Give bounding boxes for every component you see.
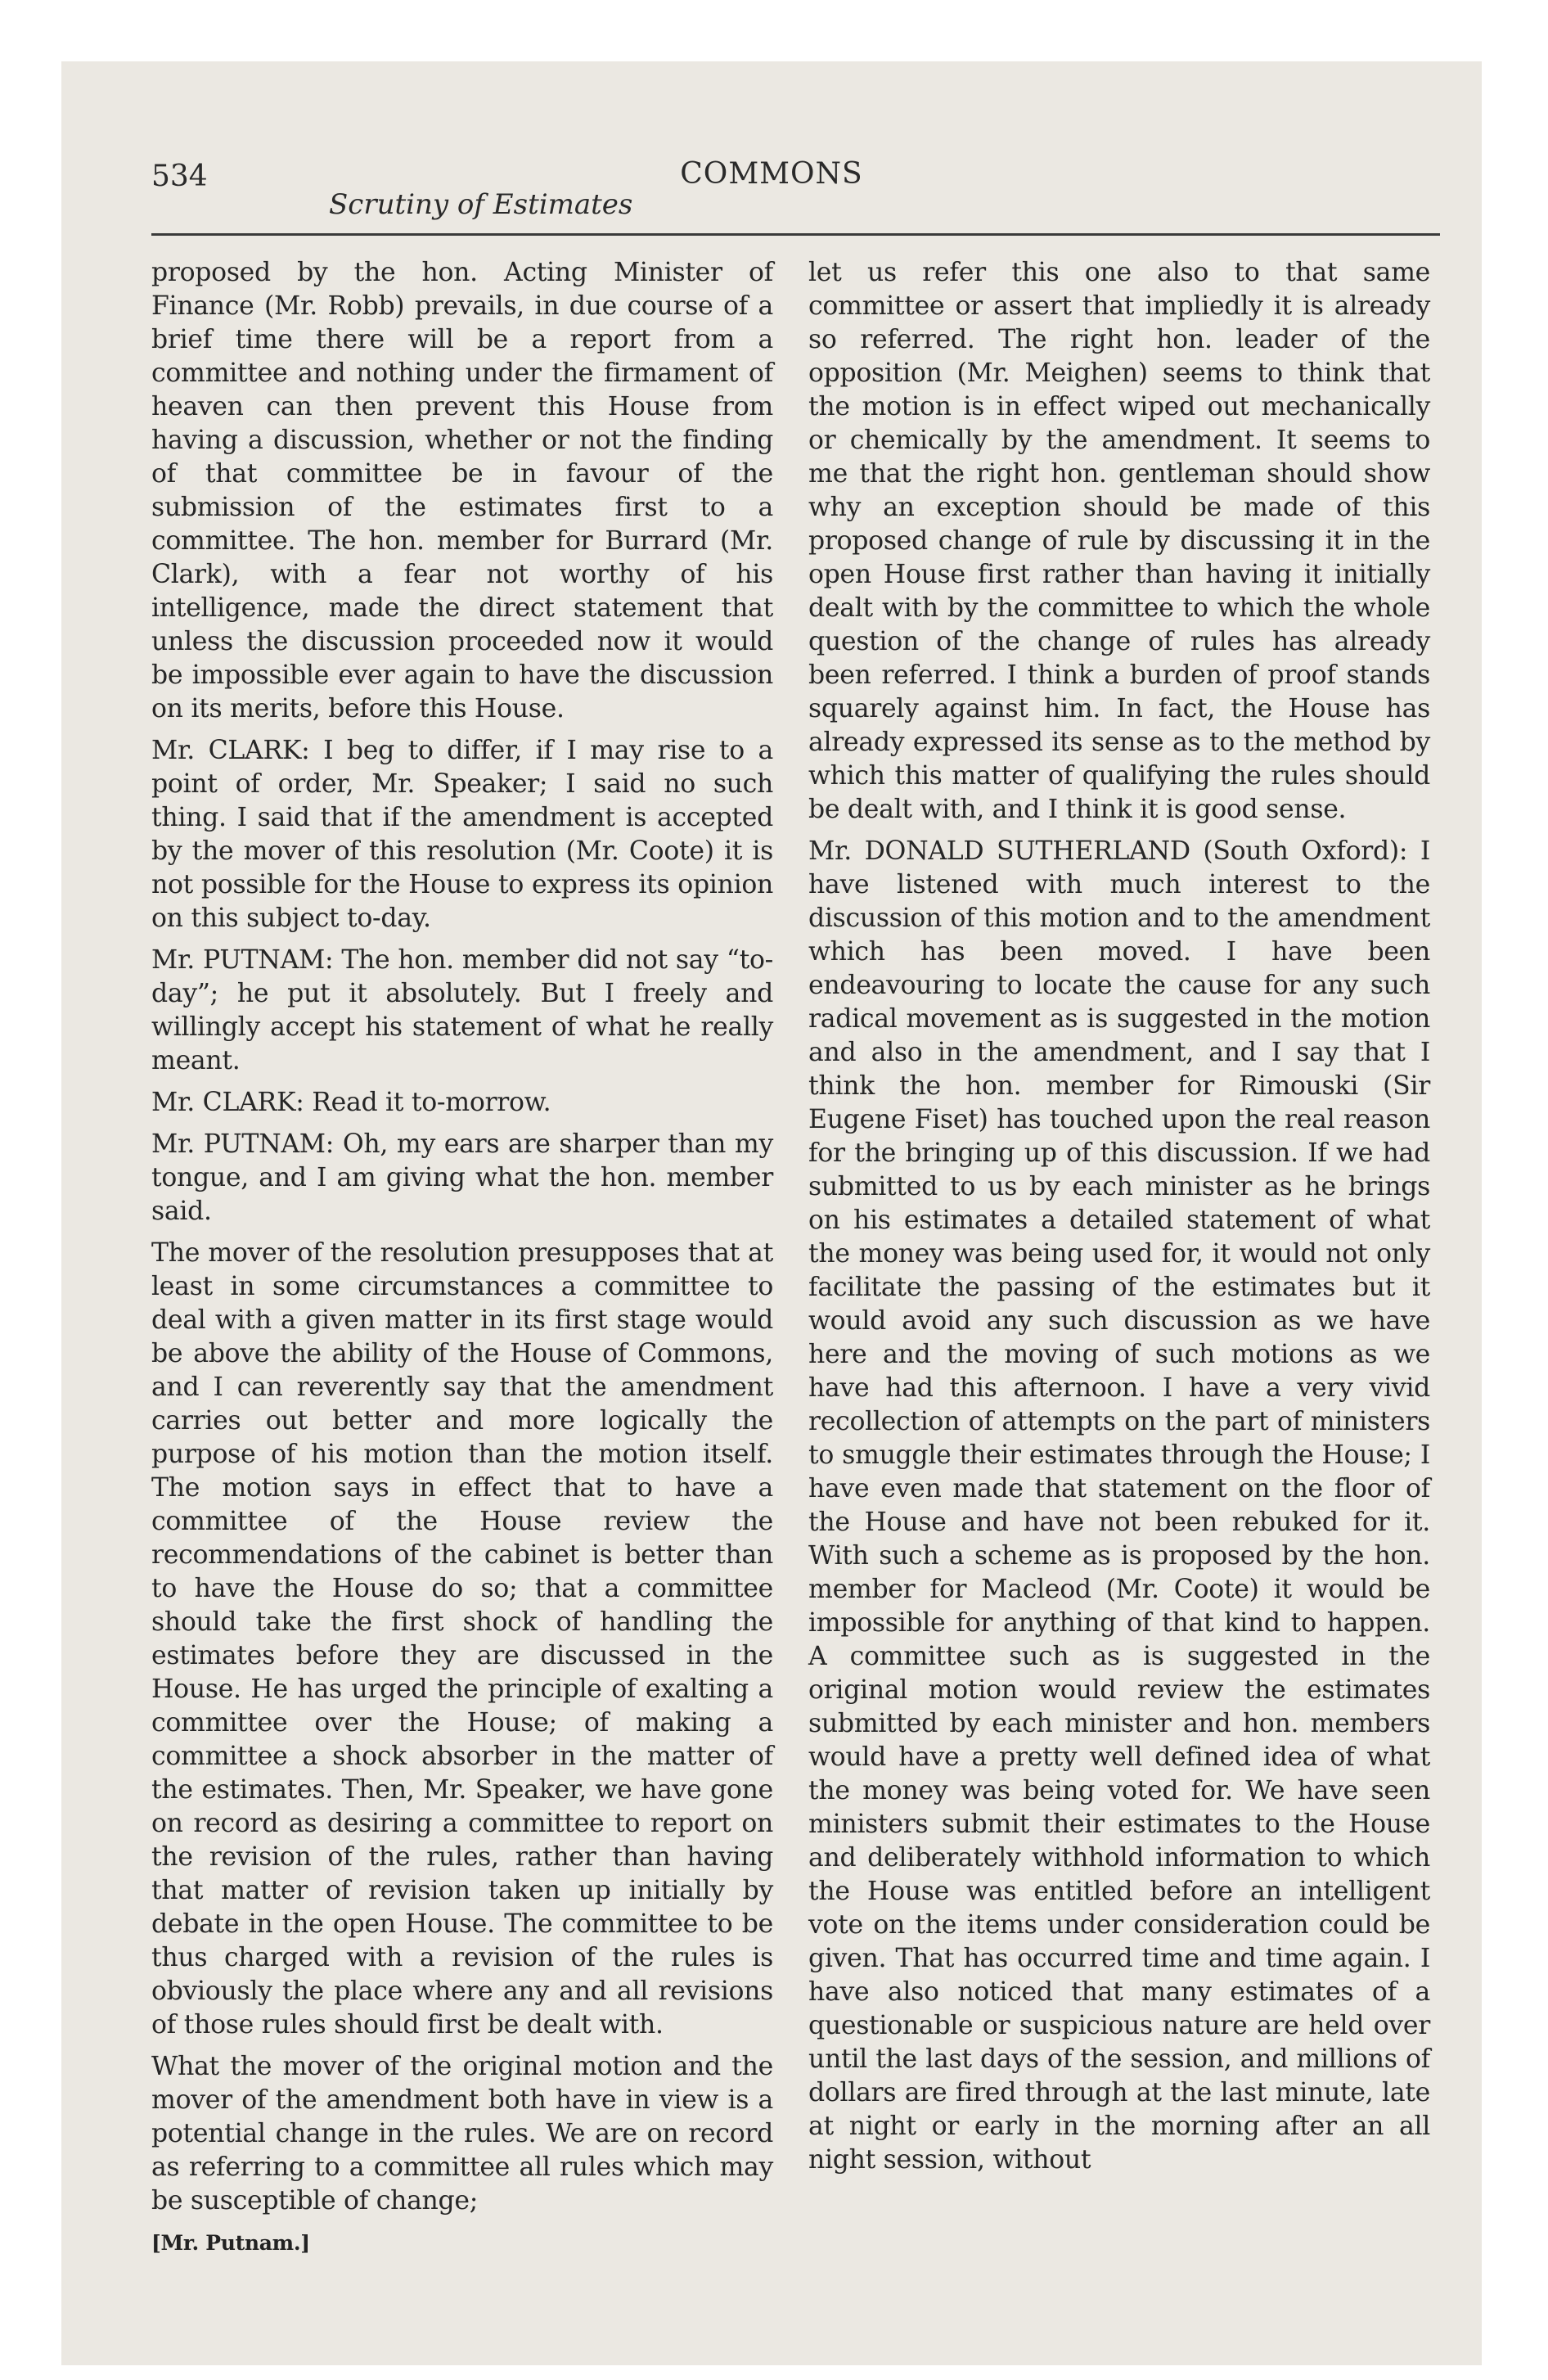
paragraph: Mr. CLARK: I beg to differ, if I may rise to a point of order, Mr. Speaker; I said no such thing. I said that if the amendment is accepted by the mover of this resolution (Mr. Coote) it is not possible for the House to express its opinion on this subject to-day. bbox=[151, 736, 773, 933]
page-number: 534 bbox=[151, 160, 208, 193]
left-column bbox=[151, 256, 773, 2260]
paragraph: What the mover of the original motion and the mover of the amendment both have in view is a potential change in the rules. We are on record as referring to a committee all rules which may be susceptible of change; bbox=[151, 2052, 773, 2215]
running-subtitle: Scrutiny of Estimates bbox=[329, 188, 633, 221]
paragraph: The mover of the resolution presupposes that at least in some circumstances a committee to deal with a given matter in its first stage would be above the ability of the House of Commons, and I can reverently say that the amendment carries out better and more logically the purpose of his motion than the motion itself. The motion says in effect that to have a committee of the House review the recommendations of the cabinet is better than to have the House do so; that a committee should take the first shock of handling the estimates before they are discussed in the House. He has urged the principle of exalting a committee over the House; of making a committee a shock absorber in the matter of the estimates. Then, Mr. Speaker, we have gone on record as desiring a committee to report on the revision of the rules, rather than having that matter of revision taken up initially by debate in the open House. The committee to be thus charged with a revision of the rules is obviously the place where any and all revisions of those rules should first be dealt with. bbox=[151, 1238, 773, 2040]
paragraph: Mr. PUTNAM: Oh, my ears are sharper than my tongue, and I am giving what the hon. member said. bbox=[151, 1129, 773, 1226]
paragraph: Mr. DONALD SUTHERLAND (South Oxford): I have listened with much interest to the discussion of this motion and to the amendment which has been moved. I have been endeavouring to locate the cause for any such radical movement as is suggested in the motion and also in the amendment, and I say that I think the hon. member for Rimouski (Sir Eugene Fiset) has touched upon the real reason for the bringing up of this discussion. If we had submitted to us by each minister as he brings on his estimates a detailed statement of what the money was being used for, it would not only facilitate the passing of the estimates but it would avoid any such discussion as we have here and the moving of such motions as we have had this afternoon. I have a very vivid recollection of attempts on the part of ministers to smuggle their estimates through the House; I have even made that statement on the floor of the House and have not been rebuked for it. With such a scheme as is proposed by the hon. member for Macleod (Mr. Coote) it would be impossible for anything of that kind to happen. A committee such as is suggested in the original motion would review the estimates submitted by each minister and hon. members would have a pretty well defined idea of what the money was being voted for. We have seen ministers submit their estimates to the House and deliberately withhold information to which the House was entitled before an intelligent vote on the items under consideration could be given. That has occurred time and time again. I have also noticed that many estimates of a questionable or suspicious nature are held over until the last days of the session, and millions of dollars are fired through at the last minute, late at night or early in the morning after an all night session, without bbox=[808, 836, 1430, 2175]
speaker-footer-tag: [Mr. Putnam.] bbox=[151, 2231, 310, 2255]
scanned-page bbox=[61, 61, 1482, 2365]
header-rule bbox=[151, 233, 1440, 236]
paragraph: Mr. PUTNAM: The hon. member did not say “to-day”; he put it absolutely. But I freely and willingly accept his statement of what he really meant. bbox=[151, 945, 773, 1075]
paragraph: let us refer this one also to that same committee or assert that impliedly it is already so referred. The right hon. leader of the opposition (Mr. Meighen) seems to think that the motion is in effect wiped out mechanically or chemically by the amendment. It seems to me that the right hon. gentleman should show why an exception should be made of this proposed change of rule by discussing it in the open House first rather than having it initially dealt with by the committee to which the whole question of the change of rules has already been referred. I think a burden of proof stands squarely against him. In fact, the House has already expressed its sense as to the method by which this matter of qualifying the rules should be dealt with, and I think it is good sense. bbox=[808, 258, 1430, 824]
right-column bbox=[808, 256, 1430, 2185]
page-header bbox=[61, 61, 1482, 246]
paragraph: proposed by the hon. Acting Minister of Finance (Mr. Robb) prevails, in due course of a brief time there will be a report from a committee and nothing under the firmament of heaven can then prevent this House from having a discussion, whether or not the finding of that committee be in favour of the submission of the estimates first to a committee. The hon. member for Burrard (Mr. Clark), with a fear not worthy of his intelligence, made the direct statement that unless the discussion proceeded now it would be impossible ever again to have the discussion on its merits, before this House. bbox=[151, 258, 773, 723]
paragraph: Mr. CLARK: Read it to-morrow. bbox=[151, 1088, 551, 1117]
running-title: COMMONS bbox=[680, 157, 863, 191]
